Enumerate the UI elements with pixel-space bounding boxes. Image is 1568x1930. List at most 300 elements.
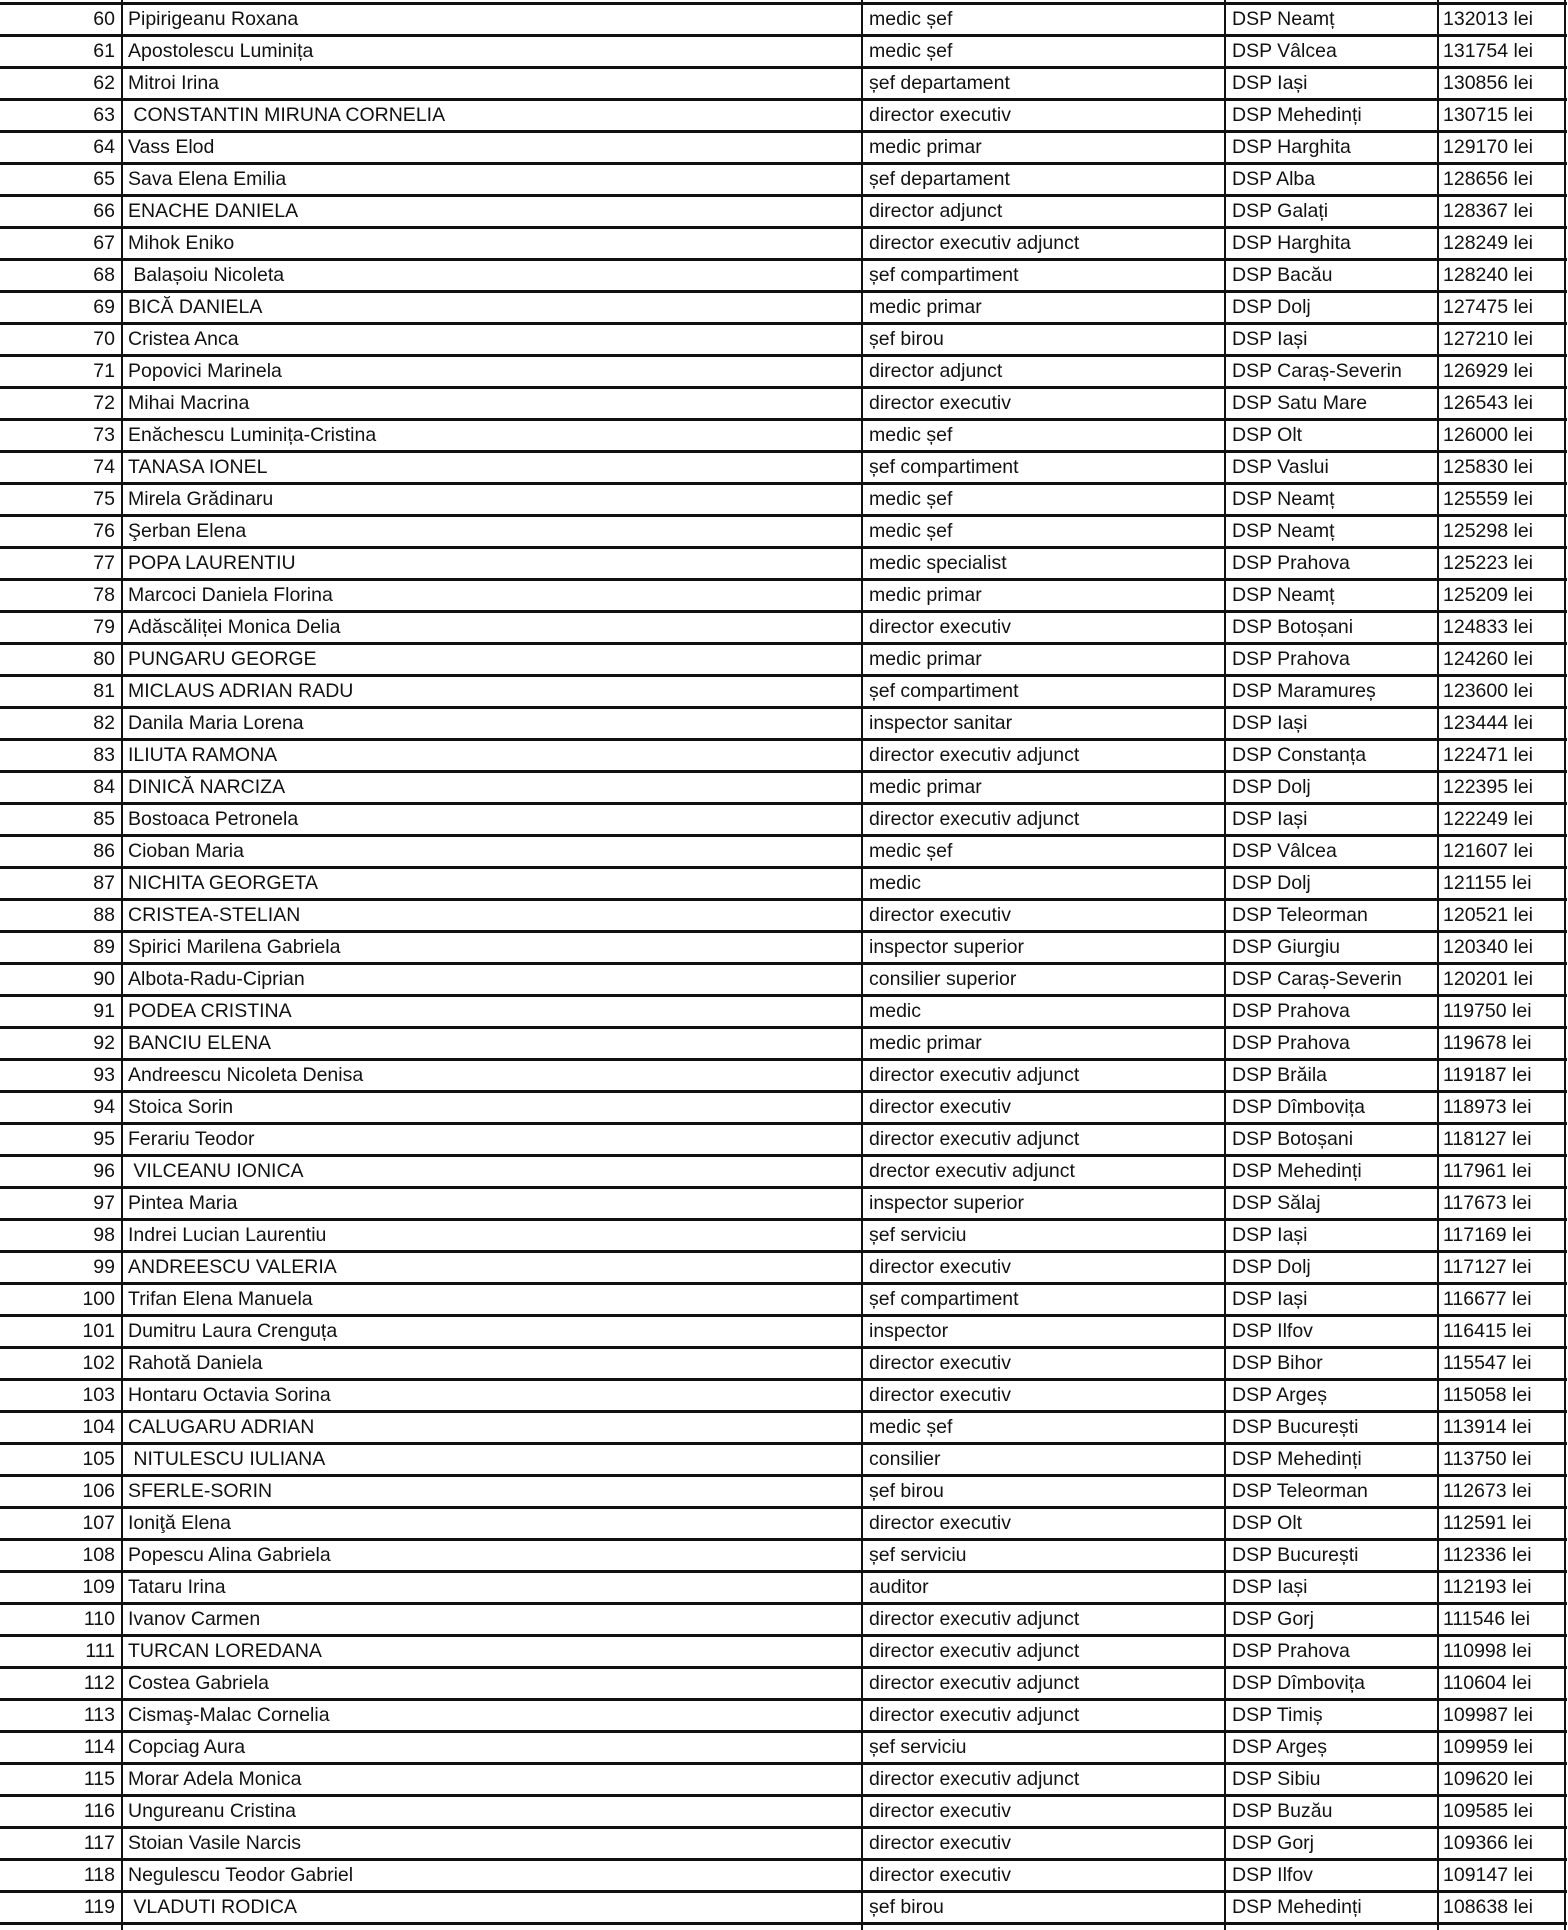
salary-amount: 120340 lei	[1439, 933, 1566, 962]
table-row	[0, 1090, 1567, 1122]
employee-name: Vass Elod	[123, 133, 863, 162]
row-number: 114	[0, 1733, 123, 1762]
job-title: director executiv	[863, 613, 1226, 642]
table-row	[0, 770, 1567, 802]
job-title: șef serviciu	[863, 1221, 1226, 1250]
salary-amount: 118973 lei	[1439, 1093, 1566, 1122]
table-row	[0, 1698, 1567, 1730]
row-number: 75	[0, 485, 123, 514]
table-row	[0, 322, 1567, 354]
row-number: 99	[0, 1253, 123, 1282]
row-number: 61	[0, 37, 123, 66]
institution: DSP Mehedinți	[1226, 1157, 1439, 1186]
employee-name: BANCIU ELENA	[123, 1029, 863, 1058]
row-number: 66	[0, 197, 123, 226]
table-row	[0, 898, 1567, 930]
employee-name: Sava Elena Emilia	[123, 165, 863, 194]
job-title: director executiv	[863, 1349, 1226, 1378]
table-row	[0, 1442, 1567, 1474]
employee-name: Cristea Anca	[123, 325, 863, 354]
row-number: 72	[0, 389, 123, 418]
row-number: 93	[0, 1061, 123, 1090]
institution: DSP Iași	[1226, 805, 1439, 834]
table-row	[0, 1666, 1567, 1698]
employee-name: ANDREESCU VALERIA	[123, 1253, 863, 1282]
salary-amount: 112336 lei	[1439, 1541, 1566, 1570]
salary-amount: 120521 lei	[1439, 901, 1566, 930]
salary-amount: 109147 lei	[1439, 1861, 1566, 1890]
job-title: director executiv adjunct	[863, 805, 1226, 834]
salary-amount: 123600 lei	[1439, 677, 1566, 706]
institution: DSP Ilfov	[1226, 1861, 1439, 1890]
table-row	[0, 1218, 1567, 1250]
table-row	[0, 834, 1567, 866]
job-title: medic șef	[863, 837, 1226, 866]
row-number: 104	[0, 1413, 123, 1442]
row-number: 97	[0, 1189, 123, 1218]
table-row	[0, 98, 1567, 130]
employee-name: Spirici Marilena Gabriela	[123, 933, 863, 962]
table-row	[0, 1538, 1567, 1570]
job-title: șef birou	[863, 1477, 1226, 1506]
table-row	[0, 706, 1567, 738]
salary-amount: 115547 lei	[1439, 1349, 1566, 1378]
institution: DSP Alba	[1226, 165, 1439, 194]
employee-name: Şerban Elena	[123, 517, 863, 546]
salary-amount: 110998 lei	[1439, 1637, 1566, 1666]
row-number: 62	[0, 69, 123, 98]
salary-amount: 116677 lei	[1439, 1285, 1566, 1314]
job-title: director executiv adjunct	[863, 1669, 1226, 1698]
employee-name: Copciag Aura	[123, 1733, 863, 1762]
employee-name: CRISTEA-STELIAN	[123, 901, 863, 930]
row-number: 102	[0, 1349, 123, 1378]
row-number: 94	[0, 1093, 123, 1122]
institution: DSP Dolj	[1226, 773, 1439, 802]
table-row	[0, 1186, 1567, 1218]
institution: DSP Neamț	[1226, 517, 1439, 546]
institution: DSP Harghita	[1226, 229, 1439, 258]
institution: DSP Iași	[1226, 1221, 1439, 1250]
row-number: 96	[0, 1157, 123, 1186]
row-number: 65	[0, 165, 123, 194]
employee-name: CONSTANTIN MIRUNA CORNELIA	[123, 101, 863, 130]
employee-name: Indrei Lucian Laurentiu	[123, 1221, 863, 1250]
institution: DSP Prahova	[1226, 549, 1439, 578]
job-title: șef departament	[863, 69, 1226, 98]
row-number: 103	[0, 1381, 123, 1410]
salary-amount: 109585 lei	[1439, 1797, 1566, 1826]
institution: DSP Argeș	[1226, 1733, 1439, 1762]
institution: DSP Iași	[1226, 1573, 1439, 1602]
salary-amount: 120201 lei	[1439, 965, 1566, 994]
institution: DSP Caraș-Severin	[1226, 965, 1439, 994]
institution: DSP Caraș-Severin	[1226, 357, 1439, 386]
institution: DSP Vaslui	[1226, 453, 1439, 482]
employee-name: MICLAUS ADRIAN RADU	[123, 677, 863, 706]
column-divider	[861, 1924, 863, 1930]
employee-name: Danila Maria Lorena	[123, 709, 863, 738]
row-number: 92	[0, 1029, 123, 1058]
salary-amount: 109987 lei	[1439, 1701, 1566, 1730]
row-number: 98	[0, 1221, 123, 1250]
institution: DSP Timiș	[1226, 1701, 1439, 1730]
employee-name: Dumitru Laura Crenguța	[123, 1317, 863, 1346]
institution: DSP Mehedinți	[1226, 101, 1439, 130]
table-row	[0, 1378, 1567, 1410]
institution: DSP Prahova	[1226, 997, 1439, 1026]
job-title: director executiv	[863, 1829, 1226, 1858]
employee-name: DINICĂ NARCIZA	[123, 773, 863, 802]
employee-name: Mitroi Irina	[123, 69, 863, 98]
employee-name: NICHITA GEORGETA	[123, 869, 863, 898]
table-row	[0, 1794, 1567, 1826]
institution: DSP Sălaj	[1226, 1189, 1439, 1218]
institution: DSP Buzău	[1226, 1797, 1439, 1826]
salary-amount: 109366 lei	[1439, 1829, 1566, 1858]
employee-name: ILIUTA RAMONA	[123, 741, 863, 770]
table-row	[0, 290, 1567, 322]
job-title: director executiv	[863, 901, 1226, 930]
employee-name: TANASA IONEL	[123, 453, 863, 482]
row-number: 71	[0, 357, 123, 386]
job-title: director executiv	[863, 1509, 1226, 1538]
salary-amount: 128240 lei	[1439, 261, 1566, 290]
employee-name: Andreescu Nicoleta Denisa	[123, 1061, 863, 1090]
employee-name: Mihok Eniko	[123, 229, 863, 258]
table-row	[0, 450, 1567, 482]
job-title: medic șef	[863, 421, 1226, 450]
column-divider	[1564, 1924, 1566, 1930]
row-number: 86	[0, 837, 123, 866]
salary-amount: 109620 lei	[1439, 1765, 1566, 1794]
table-row	[0, 162, 1567, 194]
employee-name: Bostoaca Petronela	[123, 805, 863, 834]
employee-name: Albota-Radu-Ciprian	[123, 965, 863, 994]
institution: DSP Teleorman	[1226, 901, 1439, 930]
table-row	[0, 1858, 1567, 1890]
employee-name: Ferariu Teodor	[123, 1125, 863, 1154]
employee-name: Stoian Vasile Narcis	[123, 1829, 863, 1858]
column-divider	[1437, 1924, 1439, 1930]
table-row	[0, 1474, 1567, 1506]
job-title: consilier superior	[863, 965, 1226, 994]
salary-amount: 125223 lei	[1439, 549, 1566, 578]
table-row	[0, 1282, 1567, 1314]
institution: DSP Constanța	[1226, 741, 1439, 770]
institution: DSP Neamț	[1226, 581, 1439, 610]
employee-name: Ungureanu Cristina	[123, 1797, 863, 1826]
salary-amount: 112673 lei	[1439, 1477, 1566, 1506]
institution: DSP Galați	[1226, 197, 1439, 226]
institution: DSP Botoșani	[1226, 613, 1439, 642]
job-title: drector executiv adjunct	[863, 1157, 1226, 1186]
salary-amount: 119750 lei	[1439, 997, 1566, 1026]
table-row	[0, 2, 1567, 34]
salary-amount: 129170 lei	[1439, 133, 1566, 162]
salary-amount: 126543 lei	[1439, 389, 1566, 418]
institution: DSP Satu Mare	[1226, 389, 1439, 418]
institution: DSP Vâlcea	[1226, 37, 1439, 66]
salary-amount: 115058 lei	[1439, 1381, 1566, 1410]
row-number: 106	[0, 1477, 123, 1506]
table-row	[0, 1890, 1567, 1925]
salary-amount: 130856 lei	[1439, 69, 1566, 98]
institution: DSP Giurgiu	[1226, 933, 1439, 962]
job-title: director executiv	[863, 1381, 1226, 1410]
table-row	[0, 1506, 1567, 1538]
job-title: șef departament	[863, 165, 1226, 194]
job-title: director executiv	[863, 101, 1226, 130]
job-title: medic primar	[863, 133, 1226, 162]
institution: DSP Vâlcea	[1226, 837, 1439, 866]
table-row	[0, 1122, 1567, 1154]
employee-name: VILCEANU IONICA	[123, 1157, 863, 1186]
table-row	[0, 1154, 1567, 1186]
table-row	[0, 1730, 1567, 1762]
job-title: director executiv adjunct	[863, 1701, 1226, 1730]
table-row	[0, 1346, 1567, 1378]
institution: DSP Ilfov	[1226, 1317, 1439, 1346]
employee-name: Tataru Irina	[123, 1573, 863, 1602]
job-title: medic	[863, 869, 1226, 898]
row-number: 70	[0, 325, 123, 354]
salary-amount: 131754 lei	[1439, 37, 1566, 66]
job-title: medic primar	[863, 581, 1226, 610]
salary-table	[0, 2, 1567, 1925]
salary-amount: 126929 lei	[1439, 357, 1566, 386]
salary-amount: 113750 lei	[1439, 1445, 1566, 1474]
salary-amount: 109959 lei	[1439, 1733, 1566, 1762]
employee-name: PUNGARU GEORGE	[123, 645, 863, 674]
row-number: 110	[0, 1605, 123, 1634]
row-number: 85	[0, 805, 123, 834]
table-row	[0, 578, 1567, 610]
institution: DSP Iași	[1226, 1285, 1439, 1314]
row-number: 112	[0, 1669, 123, 1698]
employee-name: Pipirigeanu Roxana	[123, 5, 863, 34]
job-title: șef serviciu	[863, 1733, 1226, 1762]
job-title: medic șef	[863, 1413, 1226, 1442]
table-row	[0, 642, 1567, 674]
row-number: 84	[0, 773, 123, 802]
salary-amount: 112591 lei	[1439, 1509, 1566, 1538]
employee-name: POPA LAURENTIU	[123, 549, 863, 578]
row-number: 76	[0, 517, 123, 546]
table-row	[0, 546, 1567, 578]
institution: DSP Dîmbovița	[1226, 1669, 1439, 1698]
job-title: director adjunct	[863, 197, 1226, 226]
institution: DSP București	[1226, 1541, 1439, 1570]
job-title: director executiv	[863, 1797, 1226, 1826]
salary-amount: 111546 lei	[1439, 1605, 1566, 1634]
salary-amount: 113914 lei	[1439, 1413, 1566, 1442]
row-number: 118	[0, 1861, 123, 1890]
institution: DSP Prahova	[1226, 1029, 1439, 1058]
job-title: inspector sanitar	[863, 709, 1226, 738]
employee-name: Popescu Alina Gabriela	[123, 1541, 863, 1570]
job-title: director executiv	[863, 1093, 1226, 1122]
row-number: 90	[0, 965, 123, 994]
institution: DSP Gorj	[1226, 1605, 1439, 1634]
job-title: șef compartiment	[863, 261, 1226, 290]
row-number: 83	[0, 741, 123, 770]
salary-amount: 117961 lei	[1439, 1157, 1566, 1186]
salary-amount: 117169 lei	[1439, 1221, 1566, 1250]
table-row	[0, 34, 1567, 66]
employee-name: Ivanov Carmen	[123, 1605, 863, 1634]
row-number: 74	[0, 453, 123, 482]
row-number: 67	[0, 229, 123, 258]
table-row	[0, 1410, 1567, 1442]
table-row	[0, 802, 1567, 834]
employee-name: Rahotă Daniela	[123, 1349, 863, 1378]
institution: DSP Prahova	[1226, 1637, 1439, 1666]
job-title: medic	[863, 997, 1226, 1026]
institution: DSP Mehedinți	[1226, 1893, 1439, 1922]
table-row	[0, 514, 1567, 546]
salary-amount: 117673 lei	[1439, 1189, 1566, 1218]
row-number: 91	[0, 997, 123, 1026]
salary-amount: 116415 lei	[1439, 1317, 1566, 1346]
row-number: 89	[0, 933, 123, 962]
table-row	[0, 1058, 1567, 1090]
table-row	[0, 1314, 1567, 1346]
job-title: medic primar	[863, 645, 1226, 674]
job-title: director executiv adjunct	[863, 1061, 1226, 1090]
row-number: 116	[0, 1797, 123, 1826]
job-title: șef birou	[863, 325, 1226, 354]
table-row	[0, 130, 1567, 162]
institution: DSP Maramureș	[1226, 677, 1439, 706]
table-row	[0, 610, 1567, 642]
salary-amount: 125830 lei	[1439, 453, 1566, 482]
row-number: 81	[0, 677, 123, 706]
employee-name: Mihai Macrina	[123, 389, 863, 418]
row-number: 111	[0, 1637, 123, 1666]
table-row	[0, 1762, 1567, 1794]
institution: DSP Neamț	[1226, 485, 1439, 514]
institution: DSP Botoșani	[1226, 1125, 1439, 1154]
table-row	[0, 1826, 1567, 1858]
salary-amount: 122471 lei	[1439, 741, 1566, 770]
job-title: director executiv adjunct	[863, 1637, 1226, 1666]
row-number: 100	[0, 1285, 123, 1314]
employee-name: Cismaş-Malac Cornelia	[123, 1701, 863, 1730]
salary-amount: 124833 lei	[1439, 613, 1566, 642]
employee-name: Mirela Grădinaru	[123, 485, 863, 514]
employee-name: Enăchescu Luminița-Cristina	[123, 421, 863, 450]
salary-amount: 123444 lei	[1439, 709, 1566, 738]
salary-amount: 122395 lei	[1439, 773, 1566, 802]
institution: DSP Teleorman	[1226, 1477, 1439, 1506]
institution: DSP Sibiu	[1226, 1765, 1439, 1794]
salary-amount: 119678 lei	[1439, 1029, 1566, 1058]
job-title: director executiv adjunct	[863, 229, 1226, 258]
institution: DSP Dolj	[1226, 293, 1439, 322]
salary-amount: 122249 lei	[1439, 805, 1566, 834]
salary-amount: 126000 lei	[1439, 421, 1566, 450]
institution: DSP Bacău	[1226, 261, 1439, 290]
salary-amount: 127210 lei	[1439, 325, 1566, 354]
row-number: 77	[0, 549, 123, 578]
institution: DSP Olt	[1226, 421, 1439, 450]
row-number: 88	[0, 901, 123, 930]
table-row	[0, 674, 1567, 706]
institution: DSP Iași	[1226, 69, 1439, 98]
row-number: 73	[0, 421, 123, 450]
institution: DSP Dolj	[1226, 1253, 1439, 1282]
job-title: director executiv adjunct	[863, 741, 1226, 770]
salary-amount: 125209 lei	[1439, 581, 1566, 610]
job-title: inspector	[863, 1317, 1226, 1346]
row-number: 60	[0, 5, 123, 34]
institution: DSP Neamț	[1226, 5, 1439, 34]
table-row	[0, 738, 1567, 770]
table-row	[0, 1602, 1567, 1634]
column-divider	[121, 1924, 123, 1930]
salary-amount: 125559 lei	[1439, 485, 1566, 514]
salary-amount: 121607 lei	[1439, 837, 1566, 866]
row-number: 69	[0, 293, 123, 322]
salary-amount: 108638 lei	[1439, 1893, 1566, 1922]
employee-name: Hontaru Octavia Sorina	[123, 1381, 863, 1410]
institution: DSP Argeș	[1226, 1381, 1439, 1410]
job-title: director executiv	[863, 1253, 1226, 1282]
employee-name: Apostolescu Luminița	[123, 37, 863, 66]
salary-amount: 128367 lei	[1439, 197, 1566, 226]
job-title: șef compartiment	[863, 453, 1226, 482]
salary-amount: 117127 lei	[1439, 1253, 1566, 1282]
table-row	[0, 1026, 1567, 1058]
row-number: 82	[0, 709, 123, 738]
table-row	[0, 418, 1567, 450]
row-number: 80	[0, 645, 123, 674]
row-number: 107	[0, 1509, 123, 1538]
table-bottom-edge	[0, 1924, 1567, 1930]
table-row	[0, 258, 1567, 290]
job-title: director executiv	[863, 389, 1226, 418]
job-title: inspector superior	[863, 1189, 1226, 1218]
employee-name: Pintea Maria	[123, 1189, 863, 1218]
salary-amount: 125298 lei	[1439, 517, 1566, 546]
job-title: medic șef	[863, 485, 1226, 514]
table-row	[0, 194, 1567, 226]
table-row	[0, 1634, 1567, 1666]
table-row	[0, 66, 1567, 98]
job-title: medic primar	[863, 293, 1226, 322]
employee-name: TURCAN LOREDANA	[123, 1637, 863, 1666]
salary-amount: 124260 lei	[1439, 645, 1566, 674]
job-title: șef compartiment	[863, 1285, 1226, 1314]
employee-name: CALUGARU ADRIAN	[123, 1413, 863, 1442]
row-number: 95	[0, 1125, 123, 1154]
employee-name: Negulescu Teodor Gabriel	[123, 1861, 863, 1890]
row-number: 101	[0, 1317, 123, 1346]
row-number: 78	[0, 581, 123, 610]
institution: DSP Prahova	[1226, 645, 1439, 674]
row-number: 119	[0, 1893, 123, 1922]
job-title: medic primar	[863, 773, 1226, 802]
employee-name: Trifan Elena Manuela	[123, 1285, 863, 1314]
employee-name: Stoica Sorin	[123, 1093, 863, 1122]
job-title: director executiv adjunct	[863, 1605, 1226, 1634]
job-title: director adjunct	[863, 357, 1226, 386]
salary-amount: 119187 lei	[1439, 1061, 1566, 1090]
employee-name: Balașoiu Nicoleta	[123, 261, 863, 290]
employee-name: Cioban Maria	[123, 837, 863, 866]
job-title: director executiv adjunct	[863, 1125, 1226, 1154]
